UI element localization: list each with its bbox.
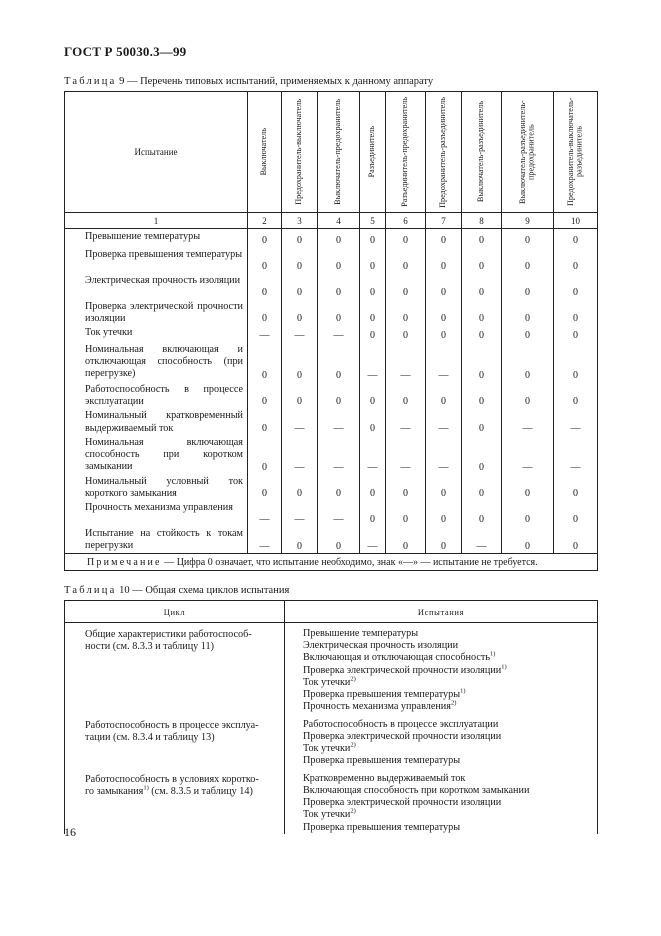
- test-item-text: Превышение температуры: [303, 628, 419, 639]
- device-column-label: Разъединитель-предохранитель: [400, 97, 410, 207]
- cycle-line: [85, 732, 280, 744]
- device-column-header: [248, 92, 282, 213]
- test-name: Работоспособность в процессе эксплуатации: [65, 382, 248, 408]
- footnote-ref: 1): [143, 784, 149, 792]
- requirement-cell: 0: [502, 325, 554, 342]
- test-item-text: Проверка электрической прочности изоляции: [303, 730, 502, 742]
- requirement-cell: 0: [282, 229, 318, 247]
- requirement-cell: —: [386, 342, 426, 382]
- device-column-header: [426, 92, 462, 213]
- requirement-cell: —: [248, 325, 282, 342]
- requirement-cell: —: [248, 500, 282, 526]
- requirement-cell: 0: [554, 299, 598, 325]
- cycle-tests: [285, 768, 598, 834]
- table-row: [65, 435, 598, 474]
- requirement-cell: 0: [318, 299, 360, 325]
- footnote-ref: 2): [350, 741, 356, 749]
- cycle-line-text: Работоспособность в процессе эксплуа-: [85, 719, 259, 731]
- requirement-cell: 0: [426, 500, 462, 526]
- requirement-cell: 0: [318, 229, 360, 247]
- table9-note: [65, 553, 598, 570]
- requirement-cell: 0: [554, 229, 598, 247]
- requirement-cell: 0: [360, 229, 386, 247]
- device-column-label: Выключатель-разъединитель: [476, 101, 486, 203]
- requirement-cell: 0: [502, 382, 554, 408]
- column-number: 6: [386, 213, 426, 229]
- footnote-ref: 1): [489, 651, 496, 659]
- table-row: [65, 273, 598, 299]
- device-column-header: [282, 92, 318, 213]
- test-item-text: Электрическая прочность изоляции: [303, 640, 459, 652]
- table9-caption: [64, 76, 433, 87]
- table-row: [65, 526, 598, 553]
- column-number: 10: [554, 213, 598, 229]
- note-text: — Цифра 0 означает, что испытание необходимо, знак «—» — испытание не требуется.: [161, 556, 538, 568]
- requirement-cell: 0: [386, 500, 426, 526]
- test-item: [303, 628, 593, 640]
- test-item: [303, 773, 593, 785]
- requirement-cell: 0: [554, 474, 598, 500]
- footnote-ref: 1): [460, 687, 466, 695]
- requirement-cell: 0: [360, 247, 386, 273]
- requirement-cell: —: [360, 435, 386, 474]
- requirement-cell: 0: [462, 299, 502, 325]
- cycle-column-header: Цикл: [65, 601, 285, 623]
- requirement-cell: 0: [386, 247, 426, 273]
- test-item: [303, 797, 593, 809]
- cycle-line: [85, 786, 280, 798]
- requirement-cell: —: [386, 435, 426, 474]
- requirement-cell: —: [318, 500, 360, 526]
- column-number: 9: [502, 213, 554, 229]
- test-name: Номинальная включающая способность при коротком замыкании: [65, 435, 248, 474]
- requirement-cell: 0: [318, 526, 360, 553]
- requirement-cell: 0: [318, 382, 360, 408]
- requirement-cell: 0: [502, 500, 554, 526]
- test-item-text: Проверка превышения температуры: [303, 821, 461, 833]
- cycle-line-text: Общие характеристики работоспособ-: [85, 629, 252, 640]
- footnote-ref: 1): [501, 663, 507, 671]
- test-item-text: Проверка электрической прочности изоляции: [303, 664, 502, 676]
- test-item: [303, 809, 593, 821]
- cycle-row: [65, 623, 598, 714]
- requirement-cell: 0: [360, 299, 386, 325]
- requirement-cell: 0: [462, 382, 502, 408]
- requirement-cell: 0: [386, 382, 426, 408]
- table-row: [65, 500, 598, 526]
- requirement-cell: 0: [426, 325, 462, 342]
- requirement-cell: 0: [554, 247, 598, 273]
- column-number: 8: [462, 213, 502, 229]
- test-name: Проверка превышения температуры: [65, 247, 248, 273]
- requirement-cell: 0: [554, 526, 598, 553]
- cycle-line-text: го замыкания: [85, 785, 144, 797]
- requirement-cell: 0: [426, 273, 462, 299]
- requirement-cell: 0: [386, 474, 426, 500]
- requirement-cell: 0: [248, 229, 282, 247]
- cycle-line-text: тации (см. 8.3.4 и таблицу 13): [85, 731, 215, 743]
- cycle-tests: [285, 714, 598, 768]
- device-column-header: [360, 92, 386, 213]
- requirement-cell: —: [462, 526, 502, 553]
- test-item-text: Включающая и отключающая способность: [303, 652, 490, 664]
- test-name: Номинальный условный ток короткого замыкания: [65, 474, 248, 500]
- cycle-line-text: ности (см. 8.3.3 и таблицу 11): [85, 641, 215, 653]
- requirement-cell: —: [502, 435, 554, 474]
- requirement-cell: 0: [462, 435, 502, 474]
- cycle-line-text: Работоспособность в условиях коротко-: [85, 773, 259, 785]
- requirement-cell: 0: [360, 325, 386, 342]
- requirement-cell: 0: [248, 299, 282, 325]
- footnote-ref: 2): [350, 807, 356, 815]
- test-name: Превышение температуры: [65, 229, 248, 247]
- test-item: [303, 785, 593, 797]
- requirement-cell: 0: [462, 342, 502, 382]
- standard-designation: ГОСТ Р 50030.3—99: [64, 44, 187, 59]
- requirement-cell: 0: [462, 474, 502, 500]
- device-column-label: Разъединитель: [367, 126, 377, 178]
- requirement-cell: 0: [554, 273, 598, 299]
- test-item: [303, 731, 593, 743]
- test-item-text: Прочность механизма управления: [303, 701, 451, 713]
- device-column-label: Предохранитель-разъединитель: [438, 96, 448, 208]
- requirement-cell: 0: [248, 474, 282, 500]
- test-item: [303, 743, 593, 755]
- requirement-cell: 0: [360, 273, 386, 299]
- requirement-cell: 0: [282, 474, 318, 500]
- requirement-cell: 0: [502, 247, 554, 273]
- cycle-tests: [285, 623, 598, 714]
- test-item-text: Ток утечки: [303, 743, 351, 755]
- cycle-row: [65, 714, 598, 768]
- requirement-cell: 0: [502, 474, 554, 500]
- table10-test-cycles: [64, 600, 598, 834]
- requirement-cell: 0: [502, 273, 554, 299]
- requirement-cell: —: [426, 342, 462, 382]
- requirement-cell: 0: [426, 229, 462, 247]
- table9-test-list: [64, 91, 598, 571]
- requirement-cell: 0: [462, 325, 502, 342]
- test-item: [303, 689, 593, 701]
- requirement-cell: 0: [282, 382, 318, 408]
- test-name: Испытание на стойкость к токам перегрузки: [65, 526, 248, 553]
- tests-column-header: Испытания: [285, 601, 598, 623]
- table-row: [65, 247, 598, 273]
- requirement-cell: 0: [462, 229, 502, 247]
- test-name: Проверка электрической прочности изоляции: [65, 299, 248, 325]
- requirement-cell: 0: [248, 273, 282, 299]
- note-lead: Примечание: [87, 556, 162, 568]
- requirement-cell: 0: [502, 526, 554, 553]
- table-row: [65, 474, 598, 500]
- requirement-cell: 0: [462, 247, 502, 273]
- cycle-line: [85, 629, 280, 641]
- test-item-text: Проверка превышения температуры: [303, 689, 461, 701]
- requirement-cell: 0: [386, 325, 426, 342]
- device-column-label: Выключатель: [259, 128, 269, 176]
- table10-caption: [64, 585, 289, 596]
- requirement-cell: —: [360, 342, 386, 382]
- column-number: 3: [282, 213, 318, 229]
- requirement-cell: 0: [462, 500, 502, 526]
- test-item-text: Ток утечки: [303, 809, 351, 821]
- column-number: 2: [248, 213, 282, 229]
- requirement-cell: —: [318, 325, 360, 342]
- test-item: [303, 652, 593, 664]
- requirement-cell: 0: [386, 526, 426, 553]
- requirement-cell: —: [554, 408, 598, 434]
- requirement-cell: 0: [426, 299, 462, 325]
- device-column-header: [554, 92, 598, 213]
- cycle-line-text: (см. 8.3.5 и таблицу 14): [148, 785, 253, 797]
- requirement-cell: 0: [386, 299, 426, 325]
- requirement-cell: —: [386, 408, 426, 434]
- test-item-text: Проверка электрической прочности изоляции: [303, 797, 502, 809]
- requirement-cell: 0: [386, 273, 426, 299]
- cycle-description: [65, 714, 285, 768]
- test-item: [303, 665, 593, 677]
- requirement-cell: —: [426, 408, 462, 434]
- requirement-cell: 0: [318, 273, 360, 299]
- cycle-line: [85, 720, 280, 732]
- cycle-description: [65, 623, 285, 714]
- requirement-cell: 0: [318, 342, 360, 382]
- test-item: [303, 719, 593, 731]
- table10-caption-lead: Таблица: [64, 585, 117, 596]
- requirement-cell: 0: [426, 247, 462, 273]
- test-item-text: Ток утечки: [303, 676, 351, 688]
- test-item: [303, 701, 593, 713]
- device-column-label: Выключатель-предохранитель: [333, 99, 343, 205]
- test-item-text: Кратковременно выдерживаемый ток: [303, 772, 466, 784]
- column-number: 5: [360, 213, 386, 229]
- table-row: [65, 229, 598, 247]
- test-item: [303, 677, 593, 689]
- requirement-cell: —: [282, 435, 318, 474]
- column-number: 4: [318, 213, 360, 229]
- test-item-text: Работоспособность в процессе эксплуатации: [303, 718, 499, 730]
- device-column-label: Выключатель-разъединитель-предохранитель: [517, 100, 536, 204]
- test-name: Номинальный кратковременный выдерживаемый ток: [65, 408, 248, 434]
- requirement-cell: —: [282, 408, 318, 434]
- requirement-cell: 0: [426, 382, 462, 408]
- device-column-header: [462, 92, 502, 213]
- column-number: 1: [65, 213, 248, 229]
- cycle-line: [85, 774, 280, 786]
- test-name: Электрическая прочность изоляции: [65, 273, 248, 299]
- table-row: [65, 342, 598, 382]
- requirement-cell: —: [282, 325, 318, 342]
- requirement-cell: 0: [554, 342, 598, 382]
- test-column-header: Испытание: [65, 92, 248, 213]
- requirement-cell: 0: [248, 382, 282, 408]
- test-item: [303, 822, 593, 834]
- requirement-cell: 0: [426, 526, 462, 553]
- requirement-cell: 0: [360, 382, 386, 408]
- requirement-cell: 0: [282, 342, 318, 382]
- requirement-cell: 0: [282, 247, 318, 273]
- table10-caption-text: 10 — Общая схема циклов испытания: [116, 585, 290, 596]
- requirement-cell: 0: [282, 526, 318, 553]
- test-item-text: Проверка превышения температуры: [303, 755, 461, 767]
- test-name: Номинальная включающая и отключающая способность (при перегрузке): [65, 342, 248, 382]
- requirement-cell: 0: [248, 247, 282, 273]
- requirement-cell: 0: [426, 474, 462, 500]
- requirement-cell: —: [248, 526, 282, 553]
- requirement-cell: —: [318, 408, 360, 434]
- requirement-cell: 0: [318, 247, 360, 273]
- requirement-cell: 0: [360, 500, 386, 526]
- requirement-cell: 0: [360, 474, 386, 500]
- page-number: 16: [64, 825, 76, 839]
- requirement-cell: 0: [502, 342, 554, 382]
- device-column-label: Предохранитель-выключатель-разъединитель: [565, 97, 584, 207]
- table9-note-row: [65, 553, 598, 570]
- cycle-line: [85, 641, 280, 653]
- requirement-cell: 0: [360, 408, 386, 434]
- table-row: [65, 408, 598, 434]
- requirement-cell: 0: [462, 273, 502, 299]
- table9-caption-lead: Таблица: [64, 76, 117, 87]
- device-column-header: [502, 92, 554, 213]
- requirement-cell: —: [282, 500, 318, 526]
- requirement-cell: —: [318, 435, 360, 474]
- requirement-cell: 0: [554, 500, 598, 526]
- table-row: [65, 299, 598, 325]
- requirement-cell: 0: [554, 325, 598, 342]
- test-item: [303, 640, 593, 652]
- table-row: [65, 382, 598, 408]
- table-row: [65, 325, 598, 342]
- test-name: Прочность механизма управления: [65, 500, 248, 526]
- requirement-cell: 0: [502, 229, 554, 247]
- requirement-cell: 0: [502, 299, 554, 325]
- device-column-label: Предохранитель-выключатель: [294, 99, 304, 205]
- requirement-cell: 0: [318, 474, 360, 500]
- requirement-cell: 0: [386, 229, 426, 247]
- requirement-cell: —: [502, 408, 554, 434]
- test-item: [303, 755, 593, 767]
- requirement-cell: —: [360, 526, 386, 553]
- cycle-description: [65, 768, 285, 834]
- device-column-header: [318, 92, 360, 213]
- test-item-text: Включающая способность при коротком замыкании: [303, 784, 530, 796]
- footnote-ref: 2): [450, 700, 457, 708]
- requirement-cell: —: [426, 435, 462, 474]
- column-number: 7: [426, 213, 462, 229]
- requirement-cell: 0: [462, 408, 502, 434]
- requirement-cell: 0: [248, 342, 282, 382]
- requirement-cell: 0: [282, 299, 318, 325]
- requirement-cell: 0: [554, 382, 598, 408]
- footnote-ref: 2): [350, 675, 356, 683]
- cycle-row: [65, 768, 598, 834]
- requirement-cell: 0: [282, 273, 318, 299]
- device-column-header: [386, 92, 426, 213]
- table9-caption-text: 9 — Перечень типовых испытаний, применяемых к данному аппарату: [116, 76, 434, 87]
- requirement-cell: 0: [248, 435, 282, 474]
- requirement-cell: 0: [248, 408, 282, 434]
- requirement-cell: —: [554, 435, 598, 474]
- test-name: Ток утечки: [65, 325, 248, 342]
